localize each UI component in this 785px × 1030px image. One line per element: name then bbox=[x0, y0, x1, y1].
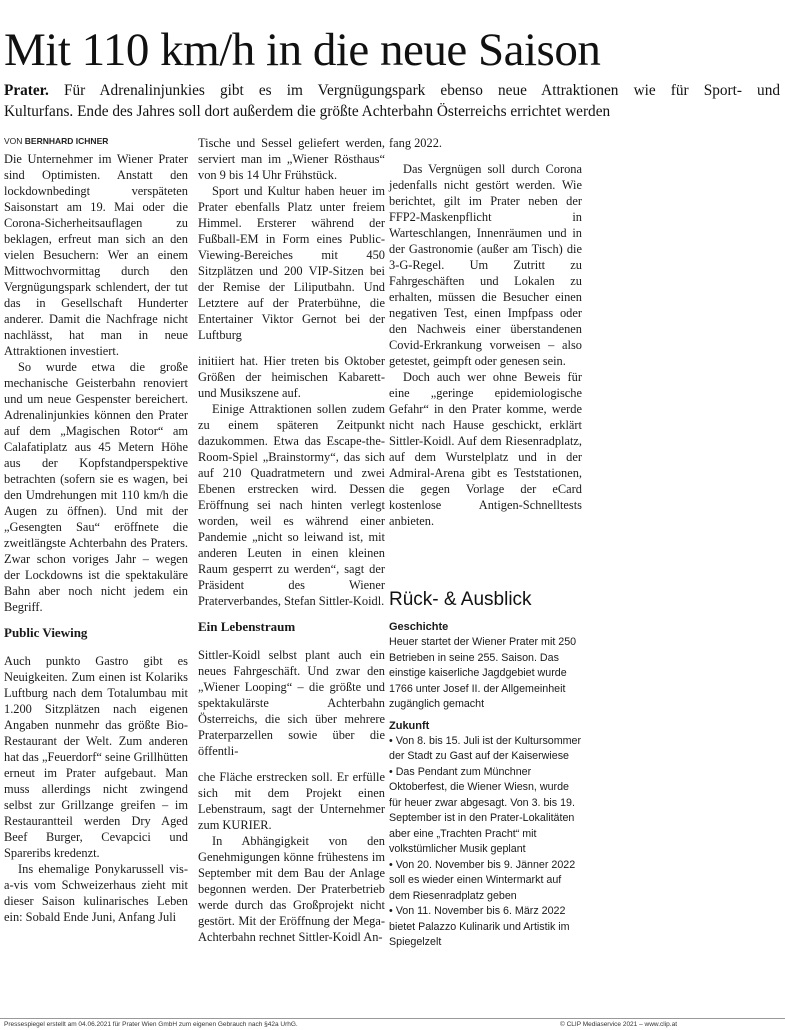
list-item: • Von 11. November bis 6. März 2022 bietet Palazzo Kulinarik und Artistik im Spiegelzelt bbox=[389, 904, 582, 951]
column-gap bbox=[198, 343, 385, 353]
info-box-title: Rück- & Ausblick bbox=[389, 589, 532, 610]
subheading-public-viewing: Public Viewing bbox=[4, 625, 88, 640]
footer-divider bbox=[0, 1018, 785, 1019]
article-column-2 bbox=[198, 135, 385, 945]
paragraph: Die Unternehmer im Wiener Prater sind Optimisten. Anstatt den lockdownbedingt verspäteten Saisonstart am 19. Mai oder die Corona-Sicherheitsauflagen zu beklagen, erfreut man sich an den vielen Besuchern: Wer an einem Mittwochvormittag durch den Vergnügungspark schlendert, der tut das in Gesellschaft Hunderter anderer. Damit die Nachfrage nicht nachlässt, hat man in neue Attraktionen investiert. bbox=[4, 152, 188, 358]
paragraph: In Abhängigkeit von den Genehmigungen könne frühestens im September mit dem Bau der Anlage begonnen werden. Der Praterbetrieb werde durch das Großprojekt nicht gestört. Mit der Eröffnung der Mega-Achterbahn rechnet Sittler-Koidl An- bbox=[198, 834, 385, 944]
byline-author: BERNHARD ICHNER bbox=[24, 136, 109, 146]
info-box bbox=[389, 588, 582, 951]
paragraph: Doch auch wer ohne Beweis für eine „geringe epidemiologische Gefahr“ in den Prater komme, werde nicht nach Hause geschickt, erklärt Sittler-Koidl. Auf dem Riesenradplatz, auf dem Wurstelplatz und in der Admiral-Arena gibt es Teststationen, die gegen Vorlage der eCard kostenlose Antigen-Schnelltests anbieten. bbox=[389, 370, 582, 528]
paragraph: So wurde etwa die große mechanische Geisterbahn renoviert und um neue Gespenster bereichert. Adrenalinjunkies können den Prater auf dem „Magischen Rotor“ am Calafatiplatz aus 45 Metern Höhe aus der Kopfstandperspektive betrachten (sofern sie es wagen, bei den Umdrehungen mit 110 km/h die Augen zu öffnen). Und mit der „Gesengten Sau“ eröffnete die zweitlängste Achterbahn des Praters. Zwar schon voriges Jahr – wegen der Lockdowns ist die spektakuläre Bahn aber noch nicht jedem ein Begriff. bbox=[4, 360, 188, 614]
paragraph: Sport und Kultur haben heuer im Prater ebenfalls Platz unter freiem Himmel. Ersterer während der Fußball-EM in Form eines Public-Viewing-Bereiches mit 450 Sitzplätzen und 200 VIP-Sitzen bei der Remise der Liliputbahn. Und Letztere auf der Praterbühne, die Entertainer Viktor Gernot bei der Luftburg bbox=[198, 184, 385, 342]
info-box-text: Heuer startet der Wiener Prater mit 250 Betrieben in seine 255. Saison. Das einstige kaiserliche Jagdgebiet wurde 1766 unter Josef II. der Allgemeinheit zugänglich gemacht bbox=[389, 636, 577, 710]
paragraph-continued: Tische und Sessel geliefert werden, serviert man im „Wiener Rösthaus“ von 9 bis 14 Uhr Frühstück. bbox=[198, 136, 385, 182]
lead-paragraph bbox=[4, 80, 780, 122]
lead-line-1 bbox=[4, 80, 780, 101]
byline-prefix: VON bbox=[4, 136, 23, 146]
lead-place: Prater. bbox=[4, 82, 49, 99]
paragraph: Auch punkto Gastro gibt es Neuigkeiten. Zum einen ist Kolariks Luftburg nach dem Totalumbau mit 1.200 Sitzplätzen nach eigenen Angaben nunmehr das größte Bio-Restaurant der Welt. Zum anderen hat das „Feuerdorf“ seine Grillhütten erneut im Prater aufgebaut. Man muss allerdings nicht zwingend selbst zur Grillzange greifen – im Restaurantteil werden Dry Aged Beef Burger, Cevapcici und Spareribs kredenzt. bbox=[4, 654, 188, 860]
paragraph-continued: fang 2022. bbox=[389, 136, 442, 150]
info-box-subheading-geschichte: Geschichte bbox=[389, 621, 449, 633]
info-box-subheading-zukunft: Zukunft bbox=[389, 719, 430, 732]
list-item: • Das Pendant zum Münchner Oktoberfest, die Wiener Wiesn, wurde für heuer zwar abgesagt. Von 3. bis 19. September ist in den Prater-Lokalitäten aber eine „Trachten Pracht“ mit volkstümlicher Musik geplant bbox=[389, 765, 582, 858]
list-item: • Von 8. bis 15. Juli ist der Kultursommer der Stadt zu Gast auf der Kaiserwiese bbox=[389, 734, 582, 765]
byline bbox=[4, 136, 108, 146]
lead-text-1: Für Adrenalinjunkies gibt es im Vergnügungspark ebenso neue Attraktionen wie für Sport- und bbox=[63, 82, 780, 99]
paragraph-continued: che Fläche erstrecken soll. Er erfülle sich mit dem Projekt einen Lebenstraum, sagt der Unternehmer zum KURIER. bbox=[198, 770, 385, 832]
paragraph: Das Vergnügen soll durch Corona jedenfalls nicht gestört werden. Wie berichtet, gilt im Prater neben der FFP2-Maskenpflicht in Warteschlangen, Innenräumen und in der Gastronomie (außer am Tisch) die 3-G-Regel. Um Zutritt zu Fahrgeschäften und Lokalen zu erhalten, müssen die Besucher einen negativen Test, einen Impfpass oder den Nachweis einer überstandenen Covid-Erkrankung vorweisen – also getestet, geimpft oder genesen sein. bbox=[389, 162, 582, 368]
paragraph: Einige Attraktionen sollen zudem zu einem späteren Zeitpunkt dazukommen. Etwa das Escape-the-Room-Spiel „Brainstormy“, das sich auf 210 Quadratmetern und zwei Ebenen erstrecken wird. Dessen Eröffnung sei nach hinten verlegt worden, weil es während einer Pandemie „nicht so leiwand ist, mit anderen Leuten in einen kleinen Raum gesperrt zu werden“, sagt der Präsident des Wiener Praterverbandes, Stefan Sittler-Koidl. bbox=[198, 402, 385, 608]
article-column-3 bbox=[389, 135, 582, 529]
footer-note: Pressespiegel erstellt am 04.06.2021 für Prater Wien GmbH zum eigenen Gebrauch nach §42a UrhG. bbox=[4, 1021, 298, 1028]
footer-copyright: © CLIP Mediaservice 2021 – www.clip.at bbox=[560, 1021, 678, 1028]
column-gap bbox=[389, 151, 582, 161]
lead-line-2: Kulturfans. Ende des Jahres soll dort außerdem die größte Achterbahn Österreichs errichtet werden bbox=[4, 103, 611, 120]
subheading-lebenstraum: Ein Lebenstraum bbox=[198, 619, 296, 634]
headline: Mit 110 km/h in die neue Saison bbox=[4, 24, 601, 76]
paragraph-continued: initiiert hat. Hier treten bis Oktober Größen der heimischen Kabarett- und Musikszene auf. bbox=[198, 354, 385, 400]
paragraph: Ins ehemalige Ponykarussell vis-a-vis vom Schweizerhaus zieht mit dieser Saison kulinarisches Leben ein: Sobald Ende Juni, Anfang Juli bbox=[4, 862, 188, 924]
column-gap bbox=[198, 759, 385, 769]
paragraph: Sittler-Koidl selbst plant auch ein neues Fahrgeschäft. Und zwar den „Wiener Looping“ – die größte und spektakulärste Achterbahn Österreichs, die sich über mehrere Praterparzellen sowie über die öffentli- bbox=[198, 648, 385, 758]
article-column-1 bbox=[4, 151, 188, 925]
list-item: • Von 20. November bis 9. Jänner 2022 soll es wieder einen Wintermarkt auf dem Riesenradplatz geben bbox=[389, 858, 582, 905]
info-box-list bbox=[389, 734, 582, 951]
